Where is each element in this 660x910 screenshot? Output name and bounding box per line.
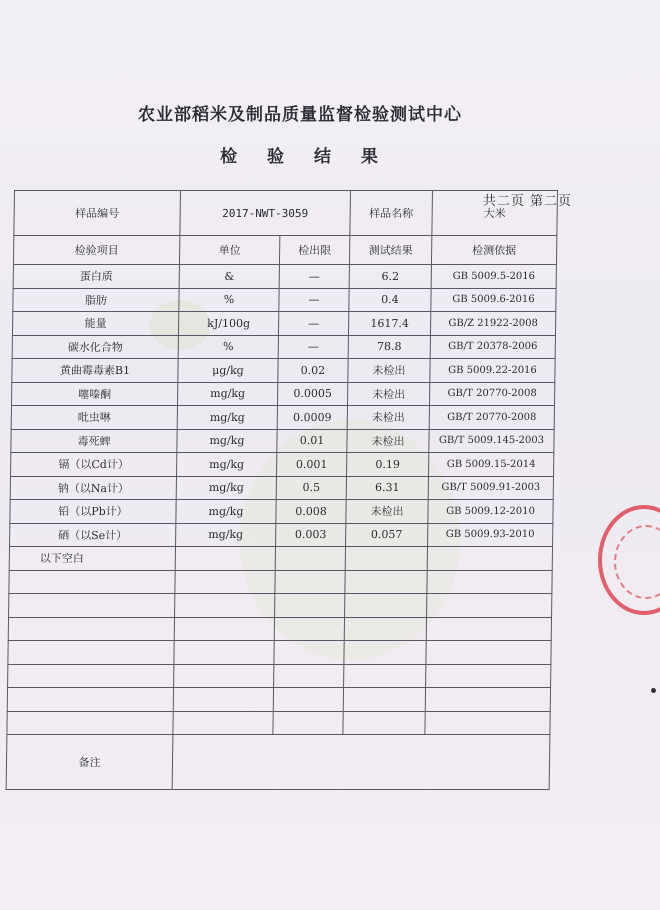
empty-cell	[273, 688, 343, 712]
empty-cell	[345, 547, 427, 571]
empty-row	[9, 594, 552, 618]
empty-row	[8, 617, 551, 641]
table-row	[10, 523, 553, 547]
results-table-container	[6, 190, 558, 790]
empty-cell	[425, 711, 550, 735]
empty-row	[8, 664, 551, 688]
empty-cell	[175, 547, 275, 571]
cell-item: 铅（以Pb计）	[10, 500, 176, 524]
cell-limit: 0.5	[276, 476, 346, 500]
cell-result: 未检出	[347, 382, 429, 406]
empty-cell	[9, 570, 175, 594]
cell-unit: mg/kg	[177, 382, 277, 406]
column-header: 检验项目	[13, 236, 179, 265]
empty-cell	[7, 711, 173, 735]
empty-cell	[427, 547, 552, 571]
cell-result: 未检出	[347, 406, 429, 430]
column-header: 测试结果	[349, 236, 431, 265]
column-header: 检测依据	[431, 236, 556, 265]
cell-result: 未检出	[346, 500, 428, 524]
table-row	[11, 453, 554, 477]
cell-item: 硒（以Se计）	[10, 523, 176, 547]
cell-limit: —	[279, 288, 349, 312]
cell-result: 78.8	[348, 335, 430, 359]
cell-item: 噻嗪酮	[11, 382, 177, 406]
empty-cell	[274, 641, 344, 665]
cell-unit: &	[179, 265, 279, 289]
cell-basis: GB/T 5009.145-2003	[429, 429, 554, 453]
empty-cell	[174, 617, 274, 641]
empty-cell	[427, 570, 552, 594]
cell-unit: mg/kg	[177, 453, 277, 477]
cell-basis: GB/Z 21922-2008	[430, 312, 555, 336]
official-seal-inner-ring	[614, 525, 660, 599]
empty-cell	[426, 664, 551, 688]
blank-marker-row	[9, 547, 552, 571]
empty-cell	[173, 711, 273, 735]
empty-cell	[274, 617, 344, 641]
empty-cell	[343, 711, 425, 735]
empty-row	[8, 641, 551, 665]
page-title: 农业部稻米及制品质量监督检验测试中心	[138, 105, 462, 125]
cell-unit: μg/kg	[178, 359, 278, 383]
table-row	[12, 312, 555, 336]
empty-cell	[8, 664, 174, 688]
empty-cell	[344, 617, 426, 641]
cell-basis: GB/T 5009.91-2003	[428, 476, 553, 500]
remark-label: 备注	[6, 735, 173, 790]
empty-row	[7, 688, 550, 712]
cell-basis: GB 5009.5-2016	[431, 265, 556, 289]
cell-limit: 0.01	[277, 429, 347, 453]
cell-unit: mg/kg	[177, 406, 277, 430]
table-row	[11, 382, 554, 406]
remark-row	[6, 735, 550, 790]
column-header: 检出限	[279, 236, 349, 265]
punch-mark	[651, 688, 656, 693]
sample-info-row	[14, 191, 558, 236]
empty-cell	[426, 617, 551, 641]
cell-basis: GB 5009.12-2010	[428, 500, 553, 524]
cell-limit: 0.008	[276, 500, 346, 524]
empty-cell	[275, 594, 345, 618]
cell-item: 脂肪	[13, 288, 179, 312]
cell-item: 钠（以Na计）	[10, 476, 176, 500]
cell-basis: GB 5009.6-2016	[431, 288, 556, 312]
sample-name-value: 大米	[432, 191, 558, 236]
empty-cell	[174, 641, 274, 665]
cell-limit: —	[278, 312, 348, 336]
cell-basis: GB/T 20770-2008	[429, 382, 554, 406]
empty-cell	[175, 570, 275, 594]
table-row	[12, 359, 555, 383]
results-table	[6, 190, 558, 790]
empty-cell	[8, 617, 174, 641]
empty-cell	[344, 641, 426, 665]
official-seal	[598, 505, 660, 615]
cell-basis: GB 5009.93-2010	[428, 523, 553, 547]
empty-cell	[174, 664, 274, 688]
cell-item: 镉（以Cd计）	[11, 453, 177, 477]
cell-result: 0.19	[347, 453, 429, 477]
cell-unit: %	[178, 335, 278, 359]
cell-limit: —	[278, 335, 348, 359]
empty-cell	[8, 641, 174, 665]
empty-cell	[345, 570, 427, 594]
table-row	[10, 500, 553, 524]
empty-cell	[273, 711, 343, 735]
empty-cell	[173, 688, 273, 712]
empty-cell	[274, 664, 344, 688]
table-row	[10, 476, 553, 500]
empty-cell	[275, 547, 345, 571]
cell-result: 未检出	[347, 429, 429, 453]
empty-row	[7, 711, 550, 735]
cell-result: 1617.4	[348, 312, 430, 336]
empty-cell	[175, 594, 275, 618]
table-row	[11, 406, 554, 430]
cell-limit: 0.003	[276, 523, 346, 547]
table-row	[11, 429, 554, 453]
empty-cell	[275, 570, 345, 594]
empty-cell	[343, 688, 425, 712]
empty-cell	[425, 688, 550, 712]
table-row	[12, 335, 555, 359]
column-header: 单位	[179, 236, 279, 265]
table-row	[13, 265, 556, 289]
cell-result: 0.4	[349, 288, 431, 312]
cell-item: 蛋白质	[13, 265, 179, 289]
cell-unit: mg/kg	[176, 523, 276, 547]
cell-unit: kJ/100g	[178, 312, 278, 336]
cell-unit: mg/kg	[177, 429, 277, 453]
cell-basis: GB 5009.15-2014	[429, 453, 554, 477]
cell-unit: %	[179, 288, 279, 312]
page-number: 共二页 第二页	[482, 194, 572, 209]
cell-item: 碳水化合物	[12, 335, 178, 359]
empty-cell	[7, 688, 173, 712]
cell-item: 能量	[12, 312, 178, 336]
remark-value	[172, 735, 550, 790]
cell-limit: 0.0005	[277, 382, 347, 406]
cell-limit: —	[279, 265, 349, 289]
cell-item: 吡虫啉	[11, 406, 177, 430]
page-subtitle: 检 验 结 果	[220, 147, 390, 167]
cell-basis: GB/T 20378-2006	[430, 335, 555, 359]
cell-unit: mg/kg	[176, 500, 276, 524]
empty-cell	[344, 664, 426, 688]
cell-result: 6.31	[346, 476, 428, 500]
cell-basis: GB 5009.22-2016	[430, 359, 555, 383]
cell-item: 黄曲霉毒素B1	[12, 359, 178, 383]
empty-cell	[9, 594, 175, 618]
empty-cell	[426, 641, 551, 665]
cell-limit: 0.02	[278, 359, 348, 383]
cell-result: 0.057	[346, 523, 428, 547]
cell-result: 未检出	[348, 359, 430, 383]
cell-limit: 0.001	[277, 453, 347, 477]
blank-marker: 以下空白	[9, 547, 175, 571]
column-header-row	[13, 236, 556, 265]
sample-id-value: 2017-NWT-3059	[180, 191, 351, 236]
cell-limit: 0.0009	[277, 406, 347, 430]
cell-item: 毒死蜱	[11, 429, 177, 453]
cell-unit: mg/kg	[176, 476, 276, 500]
empty-cell	[345, 594, 427, 618]
sample-id-label: 样品编号	[14, 191, 181, 236]
cell-basis: GB/T 20770-2008	[429, 406, 554, 430]
sample-name-label: 样品名称	[350, 191, 433, 236]
table-row	[13, 288, 556, 312]
cell-result: 6.2	[349, 265, 431, 289]
empty-row	[9, 570, 552, 594]
empty-cell	[427, 594, 552, 618]
